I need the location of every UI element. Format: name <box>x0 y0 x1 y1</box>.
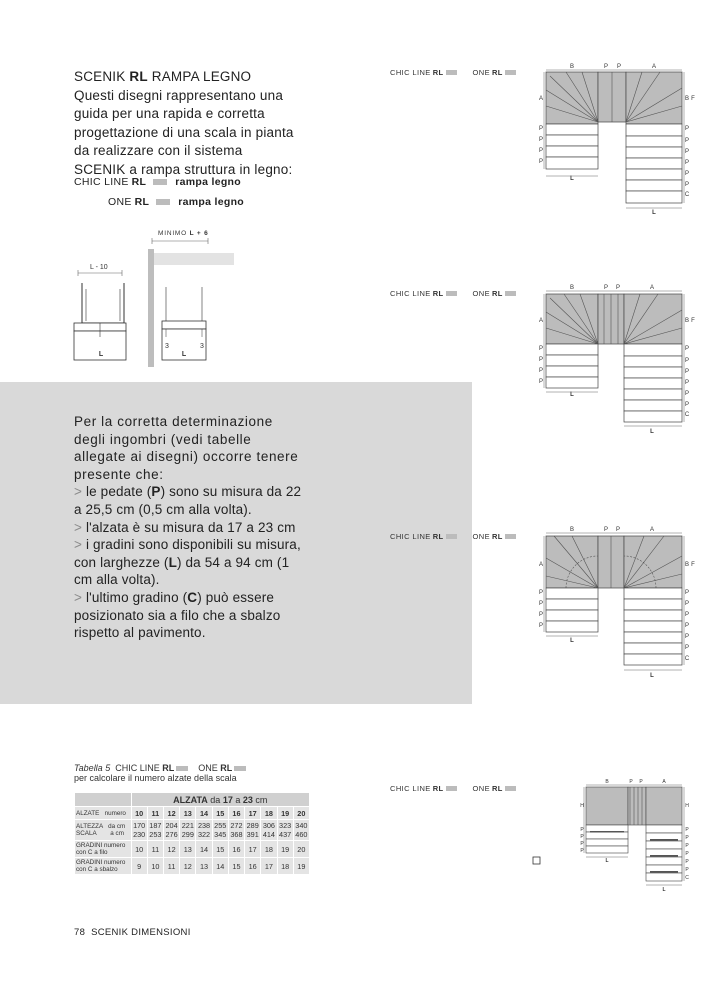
table-cell: 11 <box>147 807 163 820</box>
table-cell: 16 <box>245 858 261 875</box>
legend-swatch <box>153 179 167 185</box>
row-label: ALZATE numero <box>75 807 132 820</box>
table-cell: 289 391 <box>245 820 261 841</box>
svg-text:A: A <box>538 562 544 568</box>
table-cell: 340 460 <box>293 820 309 841</box>
table-cell: 187 253 <box>147 820 163 841</box>
marker-square <box>533 857 540 864</box>
svg-text:P: P <box>684 612 690 618</box>
svg-text:L: L <box>652 210 656 216</box>
svg-text:A: A <box>538 96 544 102</box>
svg-text:F: F <box>691 318 695 324</box>
svg-text:P: P <box>684 590 690 596</box>
svg-text:A: A <box>649 285 655 291</box>
legend-swatch <box>156 199 170 205</box>
table-cell: 11 <box>163 858 179 875</box>
svg-text:P: P <box>685 843 689 849</box>
table-caption: Tabella 5 CHIC LINE RL ONE RL per calcolare il numero alzate della scala <box>74 763 246 783</box>
svg-text:F: F <box>691 562 695 568</box>
table-cell: 10 <box>131 841 147 858</box>
svg-text:P: P <box>538 623 544 629</box>
svg-text:C: C <box>684 412 690 418</box>
table-cell: 10 <box>131 807 147 820</box>
svg-text:3: 3 <box>200 343 204 350</box>
table-cell: 13 <box>196 858 212 875</box>
svg-text:3: 3 <box>165 343 169 350</box>
stair-plan-1 <box>536 60 696 218</box>
table-cell: 323 437 <box>277 820 293 841</box>
table-cell: 19 <box>293 858 309 875</box>
table-row <box>75 841 310 858</box>
svg-text:A: A <box>649 527 655 533</box>
svg-text:P: P <box>538 379 544 385</box>
svg-text:C: C <box>685 875 689 881</box>
table-cell: 15 <box>228 858 244 875</box>
svg-text:P: P <box>538 137 544 143</box>
svg-text:P: P <box>580 827 584 833</box>
svg-text:L: L <box>650 429 654 435</box>
svg-text:P: P <box>684 634 690 640</box>
svg-text:L: L <box>570 638 574 644</box>
svg-text:A: A <box>538 318 544 324</box>
plan-3-label: CHIC LINE RL ONE RL <box>390 532 520 541</box>
svg-text:B: B <box>684 318 690 324</box>
svg-text:P: P <box>685 859 689 865</box>
table-cell: 18 <box>261 841 277 858</box>
svg-text:B: B <box>684 96 690 102</box>
svg-text:P: P <box>684 182 690 188</box>
table-cell: 19 <box>277 807 293 820</box>
svg-text:MINIMO L + 6: MINIMO L + 6 <box>158 230 209 237</box>
svg-text:P: P <box>538 148 544 154</box>
svg-text:L: L <box>570 392 574 398</box>
page-footer: 78 SCENIK DIMENSIONI <box>74 927 191 938</box>
table-cell: 15 <box>212 807 228 820</box>
table-cell: 204 276 <box>163 820 179 841</box>
svg-text:P: P <box>684 160 690 166</box>
plan-2-label: CHIC LINE RL ONE RL <box>390 289 520 298</box>
svg-text:L: L <box>98 351 104 358</box>
svg-text:B: B <box>684 562 690 568</box>
table-cell: 14 <box>196 807 212 820</box>
info-text: Per la corretta determinazione degli ingombri (vedi tabelle allegate ai disegni) occorre tenere presente che: > le pedate (P) sono su misura da 22 a 25,5 cm (0,5 cm alla volta). > l'alzata è su misura da 17 a 23 cm > i gradini sono disponibili su misura, con larghezze (L) da 54 a 94 cm (1 cm alla volta). > l'ultimo gradino (C) può essere posizionato sia a filo che a sbalzo rispetto al pavimento. <box>74 414 302 641</box>
svg-text:C: C <box>684 192 690 198</box>
svg-text:L: L <box>605 858 609 864</box>
table-cell: 14 <box>196 841 212 858</box>
svg-text:L - 10: L - 10 <box>90 264 108 271</box>
legend-chic-line: CHIC LINE RL rampa legno <box>74 176 241 188</box>
plan-1-label: CHIC LINE RL ONE RL <box>390 68 520 77</box>
table-cell: 17 <box>245 807 261 820</box>
row-label: GRADINI numero con C a sbalzo <box>75 858 132 875</box>
table-cell: 13 <box>180 841 196 858</box>
table-cell: 14 <box>212 858 228 875</box>
stair-plan-4 <box>530 775 696 900</box>
svg-text:P: P <box>538 612 544 618</box>
table-cell: 9 <box>131 858 147 875</box>
table-cell: 20 <box>293 841 309 858</box>
svg-text:P: P <box>684 380 690 386</box>
table-cell: 13 <box>180 807 196 820</box>
svg-text:P: P <box>685 867 689 873</box>
stair-plan-2 <box>536 280 696 438</box>
svg-text:P: P <box>684 623 690 629</box>
table-cell: 238 322 <box>196 820 212 841</box>
svg-text:P: P <box>684 402 690 408</box>
section-diagram <box>70 225 245 370</box>
svg-text:B: B <box>569 64 575 70</box>
table-cell: 170 230 <box>131 820 147 841</box>
table-cell: 16 <box>228 841 244 858</box>
svg-text:P: P <box>629 779 633 785</box>
row-label: GRADINI numero con C a filo <box>75 841 132 858</box>
intro-body: Questi disegni rappresentano una guida per una rapida e corretta progettazione di una scala in pianta da realizzare con il sistema SCENIK a rampa struttura in legno: <box>74 87 294 177</box>
stair-plan-3 <box>536 522 696 680</box>
svg-text:P: P <box>639 779 643 785</box>
svg-text:P: P <box>603 527 609 533</box>
svg-text:P: P <box>685 851 689 857</box>
plan-4-label: CHIC LINE RL ONE RL <box>390 784 520 793</box>
svg-text:P: P <box>685 835 689 841</box>
legend-one: ONE RL rampa legno <box>108 196 244 208</box>
svg-text:P: P <box>684 126 690 132</box>
svg-text:P: P <box>615 527 621 533</box>
table-cell: 221 299 <box>180 820 196 841</box>
table-cell: 17 <box>261 858 277 875</box>
svg-text:P: P <box>684 645 690 651</box>
svg-text:L: L <box>570 176 574 182</box>
table-cell: 255 345 <box>212 820 228 841</box>
svg-text:P: P <box>538 590 544 596</box>
table-header: ALZATA da 17 a 23 cm <box>131 793 309 807</box>
riser-table <box>74 792 310 875</box>
svg-text:F: F <box>691 96 695 102</box>
svg-text:P: P <box>603 285 609 291</box>
svg-text:P: P <box>538 368 544 374</box>
svg-text:C: C <box>684 656 690 662</box>
svg-text:P: P <box>615 285 621 291</box>
intro-text <box>74 68 294 179</box>
table-cell: 18 <box>277 858 293 875</box>
svg-text:L: L <box>181 351 187 358</box>
svg-text:P: P <box>684 391 690 397</box>
svg-text:P: P <box>684 346 690 352</box>
table-cell: 16 <box>228 807 244 820</box>
row-label: ALTEZZA da cm SCALA a cm <box>75 820 132 841</box>
svg-text:L: L <box>650 673 654 679</box>
svg-text:P: P <box>538 159 544 165</box>
svg-text:H: H <box>580 803 584 809</box>
table-cell: 17 <box>245 841 261 858</box>
svg-text:P: P <box>684 369 690 375</box>
svg-text:B: B <box>605 779 609 785</box>
table-row <box>75 807 310 820</box>
svg-text:P: P <box>684 149 690 155</box>
table-cell: 12 <box>163 841 179 858</box>
svg-text:P: P <box>684 601 690 607</box>
svg-text:P: P <box>538 601 544 607</box>
svg-text:A: A <box>651 64 657 70</box>
svg-text:P: P <box>685 827 689 833</box>
svg-text:P: P <box>538 346 544 352</box>
svg-text:L: L <box>662 887 666 893</box>
svg-text:P: P <box>684 171 690 177</box>
table-cell: 12 <box>180 858 196 875</box>
svg-text:P: P <box>580 834 584 840</box>
svg-text:B: B <box>569 527 575 533</box>
svg-text:H: H <box>685 803 689 809</box>
table-cell: 306 414 <box>261 820 277 841</box>
svg-text:P: P <box>684 358 690 364</box>
table-row <box>75 820 310 841</box>
table-cell: 19 <box>277 841 293 858</box>
table-row <box>75 858 310 875</box>
svg-text:P: P <box>616 64 622 70</box>
svg-text:P: P <box>580 841 584 847</box>
table-cell: 15 <box>212 841 228 858</box>
svg-text:P: P <box>580 848 584 854</box>
svg-text:A: A <box>662 779 666 785</box>
svg-text:P: P <box>684 138 690 144</box>
svg-text:P: P <box>603 64 609 70</box>
intro-title: SCENIK RL RAMPA LEGNO <box>74 69 252 84</box>
svg-text:B: B <box>569 285 575 291</box>
table-cell: 18 <box>261 807 277 820</box>
table-cell: 12 <box>163 807 179 820</box>
svg-text:P: P <box>538 126 544 132</box>
table-cell: 272 368 <box>228 820 244 841</box>
svg-text:P: P <box>538 357 544 363</box>
table-cell: 10 <box>147 858 163 875</box>
table-cell: 20 <box>293 807 309 820</box>
table-cell: 11 <box>147 841 163 858</box>
